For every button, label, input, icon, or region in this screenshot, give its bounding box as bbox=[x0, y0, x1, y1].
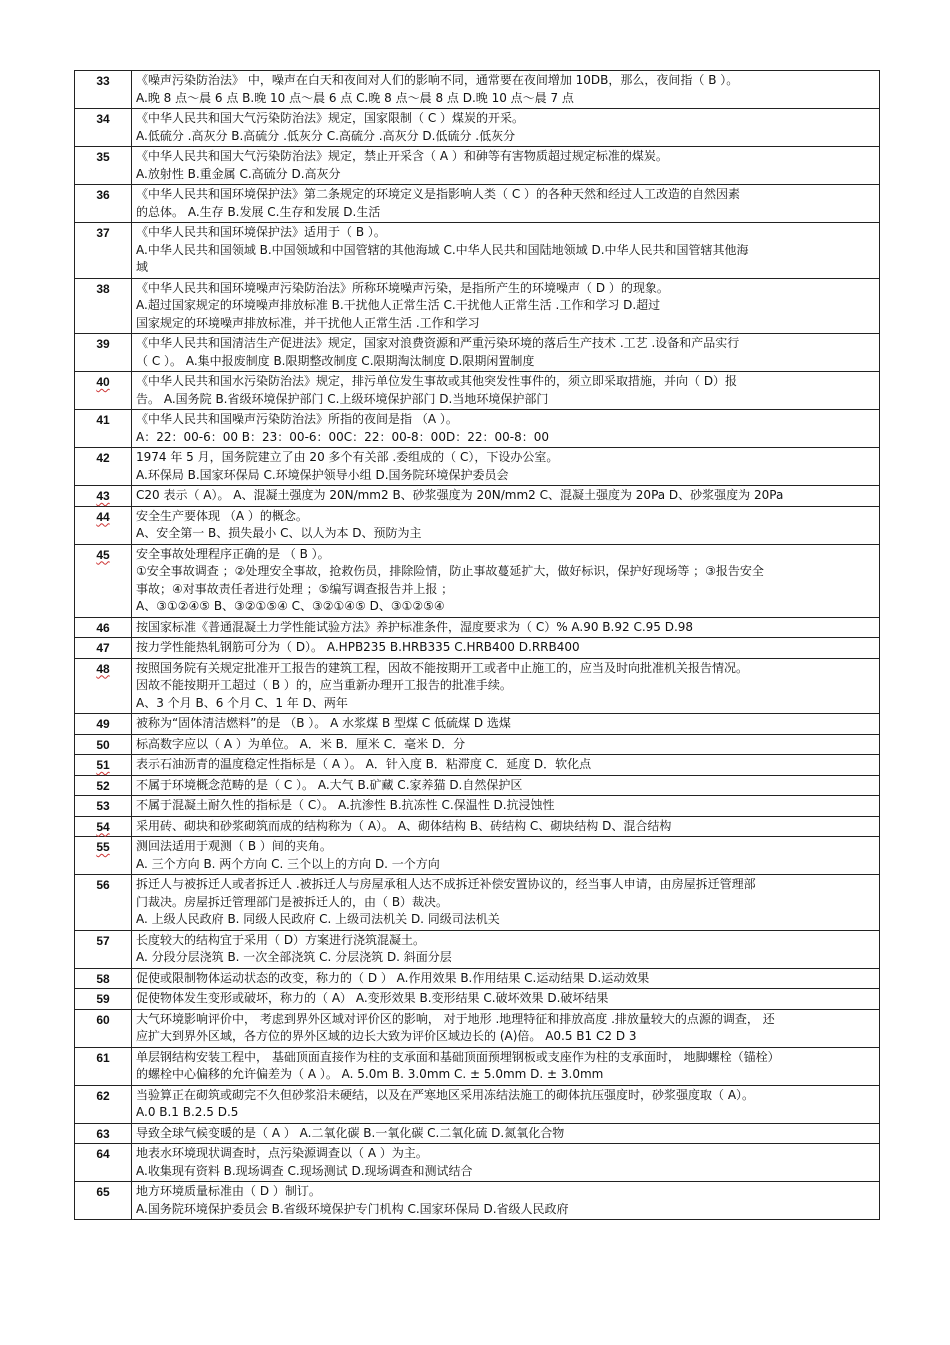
question-text: 大气环境影响评价中， 考虑到界外区域对评价区的影响， 对于地形 .地理特征和排放高度 .排放量较大的点源的调查， 还 bbox=[136, 1011, 775, 1026]
question-body bbox=[132, 1182, 880, 1220]
question-line: A.0 B.1 B.2.5 D.5 bbox=[136, 1105, 239, 1119]
question-body bbox=[132, 617, 880, 638]
question-number-text: 64 bbox=[96, 1147, 110, 1161]
question-number-text: 50 bbox=[96, 737, 110, 752]
question-body bbox=[132, 448, 880, 486]
question-number bbox=[75, 796, 132, 817]
question-text: 《噪声污染防治法》 中，噪声在白天和夜间对人们的影响不同，通常要在夜间增加 10DB，那么，夜间指（ B ）。 bbox=[136, 73, 739, 87]
question-number-text: 41 bbox=[96, 413, 110, 427]
question-body bbox=[132, 223, 880, 279]
question-number bbox=[75, 448, 132, 486]
question-table bbox=[74, 70, 880, 1220]
question-body bbox=[132, 372, 880, 410]
question-line: A.中华人民共和国领域 B.中国领域和中国管辖的其他海域 C.中华人民共和国陆地领域 D.中华人民共和国管辖其他海 bbox=[136, 242, 749, 257]
question-number-text: 34 bbox=[96, 112, 110, 126]
question-row bbox=[75, 278, 880, 334]
question-text: 拆迁人与被拆迁人或者拆迁人 .被拆迁人与房屋承租人达不成拆迁补偿安置协议的，经当事人申请，由房屋拆迁管理部 bbox=[136, 877, 756, 891]
question-number-text: 44 bbox=[96, 509, 110, 524]
question-row bbox=[75, 223, 880, 279]
question-line: A. 上级人民政府 B. 同级人民政府 C. 上级司法机关 D. 同级司法机关 bbox=[136, 912, 500, 926]
question-line: 的螺栓中心偏移的允许偏差为（ A ）。 A. 5.0m B. 3.0mm C. ± 5.0mm D. ± 3.0mm bbox=[136, 1067, 604, 1081]
question-number-text: 35 bbox=[96, 150, 110, 164]
question-body bbox=[132, 658, 880, 714]
question-number-text: 51 bbox=[96, 758, 110, 772]
question-number bbox=[75, 837, 132, 875]
question-line: A.低硫分 .高灰分 B.高硫分 .低灰分 C.高硫分 .高灰分 D.低硫分 .低灰分 bbox=[136, 128, 516, 143]
question-line: 门裁决。房屋拆迁管理部门是被拆迁人的，由（ B）裁决。 bbox=[136, 894, 449, 909]
question-line: 域 bbox=[136, 260, 149, 274]
question-body bbox=[132, 714, 880, 735]
question-row bbox=[75, 1009, 880, 1047]
question-body bbox=[132, 486, 880, 507]
question-rows bbox=[75, 71, 880, 1220]
question-line: A.国务院环境保护委员会 B.省级环境保护专门机构 C.国家环保局 D.省级人民政府 bbox=[136, 1201, 569, 1216]
question-text: 《中华人民共和国噪声污染防治法》所指的夜间是指 （A ）。 bbox=[136, 412, 458, 426]
question-body bbox=[132, 638, 880, 659]
question-body bbox=[132, 968, 880, 989]
question-line: A、3 个月 B、6 个月 C、1 年 D、两年 bbox=[136, 695, 348, 710]
question-line: A.晚 8 点～晨 6 点 B.晚 10 点～晨 6 点 C.晚 8 点～晨 8 点 D.晚 10 点～晨 7 点 bbox=[136, 90, 574, 105]
question-text: 测回法适用于观测（ B ）间的夹角。 bbox=[136, 839, 332, 853]
question-line: A：22：00-6：00 B：23：00-6：00C：22：00-8：00D：22：00-8：00 bbox=[136, 429, 549, 444]
question-number-text: 40 bbox=[96, 375, 110, 389]
question-line: ①安全事故调查 ；②处理安全事故，抢救伤员，排除险情，防止事故蔓延扩大，做好标识，保护好现场等 ；③报告安全 bbox=[136, 564, 764, 578]
question-body bbox=[132, 506, 880, 544]
question-number-text: 57 bbox=[96, 933, 110, 948]
question-number bbox=[75, 147, 132, 185]
question-row bbox=[75, 816, 880, 837]
question-line: 国家规定的环境噪声排放标准，并干扰他人正常生活 .工作和学习 bbox=[136, 315, 480, 330]
question-number-text: 65 bbox=[96, 1185, 110, 1199]
question-body bbox=[132, 734, 880, 755]
question-number-text: 55 bbox=[96, 840, 110, 854]
question-number bbox=[75, 875, 132, 931]
question-row bbox=[75, 1123, 880, 1144]
question-number bbox=[75, 372, 132, 410]
question-body bbox=[132, 185, 880, 223]
question-line: A. 三个方向 B. 两个方向 C. 三个以上的方向 D. 一个方向 bbox=[136, 856, 440, 871]
question-row bbox=[75, 506, 880, 544]
question-number bbox=[75, 658, 132, 714]
question-number bbox=[75, 638, 132, 659]
question-text: 安全生产要体现 （A ）的概念。 bbox=[136, 508, 308, 523]
question-body bbox=[132, 875, 880, 931]
question-body bbox=[132, 1123, 880, 1144]
question-sheet bbox=[74, 70, 880, 1220]
question-text: 标高数字应以（ A ）为单位。 A．米 B．厘米 C．毫米 D．分 bbox=[136, 736, 466, 751]
question-body bbox=[132, 410, 880, 448]
question-body bbox=[132, 544, 880, 617]
question-row bbox=[75, 638, 880, 659]
question-number bbox=[75, 109, 132, 147]
question-line: A. 分段分层浇筑 B. 一次全部浇筑 C. 分层浇筑 D. 斜面分层 bbox=[136, 950, 452, 964]
question-number-text: 63 bbox=[96, 1126, 110, 1141]
question-row bbox=[75, 989, 880, 1010]
question-text: C20 表示（ A）。 A、混凝土强度为 20N/mm2 B、砂浆强度为 20N/mm2 C、混凝土强度为 20Pa D、砂浆强度为 20Pa bbox=[136, 488, 784, 502]
question-number bbox=[75, 734, 132, 755]
question-row bbox=[75, 410, 880, 448]
question-row bbox=[75, 372, 880, 410]
question-text: 长度较大的结构宜于采用（ D）方案进行浇筑混凝土。 bbox=[136, 932, 426, 947]
question-number-text: 58 bbox=[96, 971, 110, 986]
question-line: （ C ）。 A.集中报废制度 B.限期整改制度 C.限期淘汰制度 D.限期闲置制度 bbox=[136, 353, 535, 368]
question-number bbox=[75, 506, 132, 544]
question-text: 《中华人民共和国清洁生产促进法》规定，国家对浪费资源和严重污染环境的落后生产技术 .工艺 .设备和产品实行 bbox=[136, 336, 740, 350]
question-text: 不属于混凝土耐久性的指标是（ C）。 A.抗渗性 B.抗冻性 C.保温性 D.抗浸蚀性 bbox=[136, 798, 555, 812]
question-number-text: 39 bbox=[96, 337, 110, 351]
question-number bbox=[75, 1144, 132, 1182]
question-row bbox=[75, 734, 880, 755]
question-text: 《中华人民共和国水污染防治法》规定，排污单位发生事故或其他突发性事件的，须立即采取措施，并向（ D）报 bbox=[136, 374, 738, 388]
question-number bbox=[75, 1047, 132, 1085]
question-number-text: 59 bbox=[96, 992, 110, 1006]
question-row bbox=[75, 147, 880, 185]
question-text: 《中华人民共和国环境保护法》适用于（ B ）。 bbox=[136, 225, 386, 239]
question-body bbox=[132, 775, 880, 796]
question-body bbox=[132, 816, 880, 837]
question-number-text: 53 bbox=[96, 799, 110, 813]
question-body bbox=[132, 278, 880, 334]
question-row bbox=[75, 875, 880, 931]
question-number bbox=[75, 968, 132, 989]
question-line: 告。 A.国务院 B.省级环境保护部门 C.上级环境保护部门 D.当地环境保护部门 bbox=[136, 391, 549, 406]
question-text: 《中华人民共和国环境保护法》第二条规定的环境定义是指影响人类（ C ）的各种天然和经过人工改造的自然因素 bbox=[136, 187, 741, 201]
question-body bbox=[132, 755, 880, 776]
question-text: 被称为“固体清洁燃料”的是 （B ）。 A 水浆煤 B 型煤 C 低硫煤 D 选煤 bbox=[136, 716, 511, 730]
question-row bbox=[75, 334, 880, 372]
question-body bbox=[132, 989, 880, 1010]
question-row bbox=[75, 658, 880, 714]
question-number bbox=[75, 486, 132, 507]
question-text: 按国家标准《普通混凝土力学性能试验方法》养护标准条件，湿度要求为（ C）% A.90 B.92 C.95 D.98 bbox=[136, 619, 694, 634]
question-number bbox=[75, 930, 132, 968]
question-number bbox=[75, 334, 132, 372]
question-body bbox=[132, 1085, 880, 1123]
question-text: 《中华人民共和国大气污染防治法》规定，国家限制（ C ）煤炭的开采。 bbox=[136, 111, 525, 125]
question-number bbox=[75, 1123, 132, 1144]
question-number-text: 49 bbox=[96, 717, 110, 731]
question-number bbox=[75, 544, 132, 617]
question-text: 促使物体发生变形或破坏，称力的（ A） A.变形效果 B.变形结果 C.破坏效果 D.破坏结果 bbox=[136, 991, 609, 1005]
question-text: 导致全球气候变暖的是（ A ） A.二氧化碳 B.一氧化碳 C.二氧化硫 D.氮氧化合物 bbox=[136, 1125, 565, 1140]
question-number bbox=[75, 1009, 132, 1047]
question-text: 1974 年 5 月，国务院建立了由 20 多个有关部 .委组成的（ C），下设办公室。 bbox=[136, 450, 559, 464]
question-row bbox=[75, 109, 880, 147]
question-number-text: 60 bbox=[96, 1012, 110, 1027]
question-row bbox=[75, 755, 880, 776]
question-row bbox=[75, 1085, 880, 1123]
question-text: 《中华人民共和国大气污染防治法》规定，禁止开采含（ A ）和砷等有害物质超过规定标准的煤炭。 bbox=[136, 149, 668, 163]
question-number-text: 47 bbox=[96, 641, 110, 655]
question-number-text: 54 bbox=[96, 819, 110, 834]
question-number bbox=[75, 775, 132, 796]
question-number bbox=[75, 71, 132, 109]
question-text: 采用砖、砌块和砂浆砌筑而成的结构称为（ A）。 A、砌体结构 B、砖结构 C、砌块结构 D、混合结构 bbox=[136, 818, 672, 833]
question-number bbox=[75, 989, 132, 1010]
question-body bbox=[132, 930, 880, 968]
question-number bbox=[75, 1085, 132, 1123]
question-number-text: 48 bbox=[96, 661, 110, 676]
question-line: 的总体。 A.生存 B.发展 C.生存和发展 D.生活 bbox=[136, 204, 381, 219]
question-number bbox=[75, 223, 132, 279]
question-number-text: 61 bbox=[96, 1050, 110, 1065]
question-number-text: 62 bbox=[96, 1088, 110, 1103]
question-line: A、③①②④⑤ B、③②①⑤④ C、③②①④⑤ D、③①②⑤④ bbox=[136, 599, 445, 613]
question-text: 安全事故处理程序正确的是 （ B ）。 bbox=[136, 546, 330, 561]
question-number-text: 37 bbox=[96, 226, 110, 240]
question-line: A、安全第一 B、损失最小 C、以人为本 D、预防为主 bbox=[136, 526, 422, 540]
question-body bbox=[132, 71, 880, 109]
question-text: 地表水环境现状调查时，点污染源调查以（ A ）为主。 bbox=[136, 1146, 428, 1160]
question-line: 应扩大到界外区域，各方位的界外区域的边长大致为评价区域边长的 (A)倍。 A0.5 B1 C2 D 3 bbox=[136, 1029, 637, 1043]
question-body bbox=[132, 796, 880, 817]
question-number-text: 45 bbox=[96, 547, 110, 562]
question-line: A.放射性 B.重金属 C.高硫分 D.高灰分 bbox=[136, 166, 341, 181]
question-line: A.超过国家规定的环境噪声排放标准 B.干扰他人正常生活 C.干扰他人正常生活 .工作和学习 D.超过 bbox=[136, 298, 661, 312]
question-body bbox=[132, 147, 880, 185]
question-row bbox=[75, 486, 880, 507]
question-row bbox=[75, 930, 880, 968]
question-number-text: 56 bbox=[96, 878, 110, 892]
question-number-text: 38 bbox=[96, 281, 110, 296]
question-row bbox=[75, 617, 880, 638]
question-number bbox=[75, 278, 132, 334]
question-row bbox=[75, 185, 880, 223]
question-text: 当验算正在砌筑或砌完不久但砂浆沿未硬结，以及在严寒地区采用冻结法施工的砌体抗压强度时，砂浆强度取（ A）。 bbox=[136, 1087, 755, 1102]
question-number bbox=[75, 617, 132, 638]
question-row bbox=[75, 837, 880, 875]
question-number-text: 36 bbox=[96, 188, 110, 202]
question-body bbox=[132, 837, 880, 875]
question-text: 单层钢结构安装工程中， 基础顶面直接作为柱的支承面和基础顶面预埋钢板或支座作为柱的支承面时， 地脚螺栓（锚栓） bbox=[136, 1049, 780, 1064]
question-text: 不属于环境概念范畴的是（ C ）。 A.大气 B.矿藏 C.家养猫 D.自然保护区 bbox=[136, 777, 523, 792]
question-number bbox=[75, 816, 132, 837]
question-line: 事故；④对事故责任者进行处理 ；⑤编写调查报告并上报 ； bbox=[136, 581, 454, 596]
question-row bbox=[75, 448, 880, 486]
question-row bbox=[75, 968, 880, 989]
question-body bbox=[132, 334, 880, 372]
question-row bbox=[75, 544, 880, 617]
question-text: 地方环境质量标准由（ D ）制订。 bbox=[136, 1184, 321, 1198]
question-number-text: 43 bbox=[96, 489, 110, 503]
question-body bbox=[132, 109, 880, 147]
question-row bbox=[75, 714, 880, 735]
question-text: 按力学性能热轧钢筋可分为（ D）。 A.HPB235 B.HRB335 C.HRB400 D.RRB400 bbox=[136, 640, 580, 654]
question-text: 《中华人民共和国环境噪声污染防治法》所称环境噪声污染，是指所产生的环境噪声（ D ）的现象。 bbox=[136, 280, 669, 295]
question-line: A.环保局 B.国家环保局 C.环境保护领导小组 D.国务院环境保护委员会 bbox=[136, 467, 509, 482]
question-row bbox=[75, 1182, 880, 1220]
question-text: 促使或限制物体运动状态的改变，称力的（ D ） A.作用效果 B.作用结果 C.运动结果 D.运动效果 bbox=[136, 970, 650, 985]
question-number-text: 46 bbox=[96, 620, 110, 635]
question-body bbox=[132, 1144, 880, 1182]
question-row bbox=[75, 71, 880, 109]
question-number bbox=[75, 410, 132, 448]
question-line: 因故不能按期开工超过（ B ）的，应当重新办理开工报告的批准手续。 bbox=[136, 678, 512, 692]
question-body bbox=[132, 1009, 880, 1047]
question-number-text: 42 bbox=[96, 451, 110, 465]
question-row bbox=[75, 775, 880, 796]
question-text: 表示石油沥青的温度稳定性指标是（ A ）。 A．针入度 B．粘滞度 C．延度 D．软化点 bbox=[136, 757, 592, 771]
question-row bbox=[75, 1144, 880, 1182]
question-row bbox=[75, 796, 880, 817]
question-number-text: 33 bbox=[96, 74, 110, 88]
question-body bbox=[132, 1047, 880, 1085]
question-row bbox=[75, 1047, 880, 1085]
question-line: A.收集现有资料 B.现场调查 C.现场测试 D.现场调查和测试结合 bbox=[136, 1163, 473, 1178]
question-number bbox=[75, 1182, 132, 1220]
question-number bbox=[75, 185, 132, 223]
question-number bbox=[75, 755, 132, 776]
question-text: 按照国务院有关规定批准开工报告的建筑工程，因故不能按期开工或者中止施工的，应当及时向批准机关报告情况。 bbox=[136, 660, 749, 675]
question-number bbox=[75, 714, 132, 735]
question-number-text: 52 bbox=[96, 778, 110, 793]
